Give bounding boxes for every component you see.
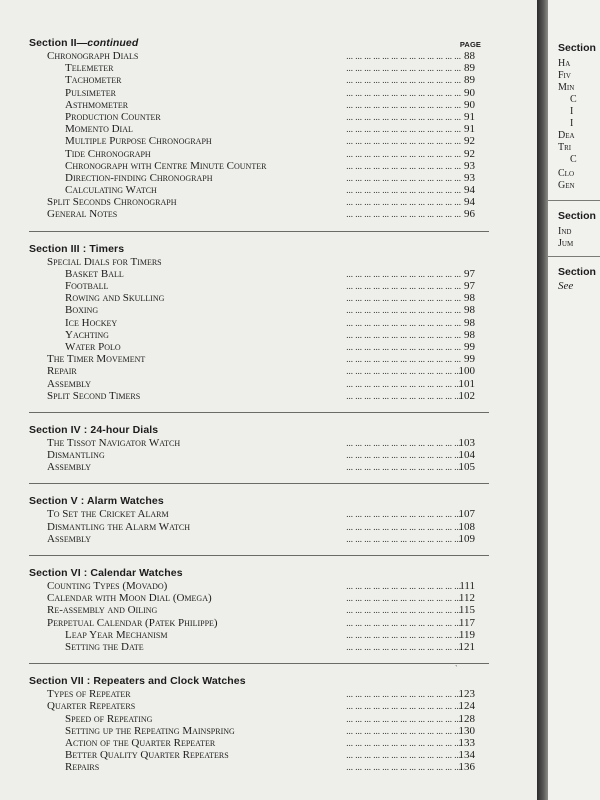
facing-page-fragment: I [570, 118, 574, 129]
facing-page-fragment: Clo [558, 168, 575, 179]
dot-leader: ... ... ... ... ... ... ... ... ... ... ... ... ... [346, 366, 461, 377]
dot-leader: ... ... ... ... ... ... ... ... ... ... ... ... ... [346, 521, 461, 532]
section-heading [29, 494, 489, 508]
toc-entry-page: 101 [458, 377, 475, 390]
toc-entry [29, 99, 489, 111]
section-divider [29, 483, 489, 484]
toc-entry-page: 88 [464, 50, 475, 62]
section-divider [29, 412, 489, 413]
dot-leader: ... ... ... ... ... ... ... ... ... ... ... ... ... [346, 762, 461, 773]
toc-entry-page: 104 [458, 449, 475, 462]
dot-leader: ... ... ... ... ... ... ... ... ... ... ... ... ... [346, 209, 461, 220]
toc-entry-page: 94 [464, 196, 475, 209]
toc-entry-label: Speed of Repeating [65, 712, 153, 725]
facing-page [548, 0, 600, 800]
toc-entry [29, 688, 489, 700]
toc-entry-label: Types of Repeater [47, 688, 131, 701]
toc-entry-label: To Set the Cricket Alarm [47, 508, 169, 521]
toc-entry [29, 437, 489, 449]
toc-entry-label: Re-assembly and Oiling [47, 604, 158, 617]
toc-entry-page: 94 [464, 184, 475, 197]
dot-leader: ... ... ... ... ... ... ... ... ... ... ... ... ... [346, 462, 461, 473]
toc-entry [29, 196, 489, 208]
toc-entry [29, 700, 489, 712]
toc-entry-page: 112 [458, 592, 475, 605]
facing-page-fragment: Min [558, 82, 575, 93]
dot-leader: ... ... ... ... ... ... ... ... ... ... ... ... ... [346, 160, 461, 171]
book-gutter [537, 0, 548, 800]
toc-entry-page: 91 [464, 110, 475, 123]
toc-entry-label: The Tissot Navigator Watch [47, 436, 181, 449]
toc-entry-label: Better Quality Quarter Repeaters [65, 749, 229, 762]
toc-entry-page: 123 [458, 688, 475, 701]
toc-entry [29, 304, 489, 316]
toc-entry-label: Action of the Quarter Repeater [65, 736, 216, 749]
dot-leader: ... ... ... ... ... ... ... ... ... ... ... ... ... [346, 641, 461, 652]
toc-entry [29, 87, 489, 99]
toc-entry-label: Tide Chronograph [65, 147, 151, 160]
page-column-label: PAGE [459, 40, 481, 49]
toc-entry [29, 533, 489, 545]
toc-entry-label: Leap Year Mechanism [65, 628, 168, 641]
toc-entry-label: Football [65, 280, 109, 292]
toc-entry-label: Counting Types (Movado) [47, 580, 168, 592]
toc-entry-page: 128 [458, 712, 475, 725]
toc-entry [29, 329, 489, 341]
section-heading [29, 36, 489, 50]
section-heading [29, 674, 489, 688]
toc-entry [29, 390, 489, 402]
dot-leader: ... ... ... ... ... ... ... ... ... ... ... ... ... [346, 533, 461, 544]
facing-page-fragment: Jum [558, 238, 574, 249]
facing-page-fragment: Fiv [558, 70, 571, 81]
facing-divider [548, 200, 600, 201]
toc-entry-page: 98 [464, 328, 475, 341]
facing-page-fragment: C [570, 94, 577, 105]
toc-entry-label: Assembly [47, 377, 92, 390]
toc-entry [29, 256, 489, 268]
toc-entry-label: Basket Ball [65, 267, 124, 280]
dot-leader: ... ... ... ... ... ... ... ... ... ... ... ... ... [346, 172, 461, 183]
toc-entry [29, 208, 489, 220]
toc-entry-label: Quarter Repeaters [47, 700, 136, 713]
toc-entry-label: Multiple Purpose Chronograph [65, 135, 212, 148]
toc-entry-page: 108 [458, 520, 475, 533]
toc-entry-page: 107 [458, 508, 475, 521]
dot-leader: ... ... ... ... ... ... ... ... ... ... ... ... ... [346, 51, 461, 61]
dot-leader: ... ... ... ... ... ... ... ... ... ... ... ... ... [346, 390, 461, 401]
toc-entry [29, 725, 489, 737]
toc-entry-page: 109 [458, 532, 475, 545]
toc-entry-page: 89 [464, 74, 475, 87]
dot-leader: ... ... ... ... ... ... ... ... ... ... ... ... ... [346, 197, 461, 208]
toc-entry [29, 111, 489, 123]
toc-section [29, 423, 489, 474]
toc-entry-page: 91 [464, 123, 475, 136]
dot-leader: ... ... ... ... ... ... ... ... ... ... ... ... ... [346, 317, 461, 328]
dot-leader: ... ... ... ... ... ... ... ... ... ... ... ... ... [346, 378, 461, 389]
dot-leader: ... ... ... ... ... ... ... ... ... ... ... ... ... [346, 713, 461, 724]
dot-leader: ... ... ... ... ... ... ... ... ... ... ... ... ... [346, 354, 461, 365]
toc-entry-label: Asthmometer [65, 98, 129, 111]
toc-section [29, 36, 489, 221]
facing-page-fragment: Section [558, 266, 596, 278]
dot-leader: ... ... ... ... ... ... ... ... ... ... ... ... ... [346, 689, 461, 700]
toc-entry [29, 461, 489, 473]
toc-entry-label: Boxing [65, 304, 99, 317]
toc-entry-page: 98 [464, 316, 475, 329]
toc-entry-label: The Timer Movement [47, 353, 146, 366]
toc-entry-page: 92 [464, 135, 475, 148]
toc-entry [29, 160, 489, 172]
toc-entry-label: Repairs [65, 761, 100, 774]
toc-entry-label: Telemeter [65, 62, 114, 75]
dot-leader: ... ... ... ... ... ... ... ... ... ... ... ... ... [346, 124, 461, 135]
toc-entry-page: 96 [464, 208, 475, 221]
dot-leader: ... ... ... ... ... ... ... ... ... ... ... ... ... [346, 281, 461, 291]
toc-entry [29, 629, 489, 641]
dot-leader: ... ... ... ... ... ... ... ... ... ... ... ... ... [346, 75, 461, 86]
toc-entry-label: Dismantling the Alarm Watch [47, 520, 191, 533]
facing-page-fragment: Section [558, 42, 596, 54]
toc-entry [29, 135, 489, 147]
toc-entry [29, 148, 489, 160]
toc-section [29, 242, 489, 402]
toc-entry [29, 592, 489, 604]
toc-entry [29, 617, 489, 629]
facing-divider [548, 256, 600, 257]
dot-leader: ... ... ... ... ... ... ... ... ... ... ... ... ... [346, 329, 461, 340]
toc-entry [29, 341, 489, 353]
toc-entry-label: Setting up the Repeating Mainspring [65, 724, 235, 737]
dot-leader: ... ... ... ... ... ... ... ... ... ... ... ... ... [346, 341, 461, 352]
toc-entry-page: 103 [458, 436, 475, 449]
toc-entry-label: Momento Dial [65, 123, 133, 136]
facing-page-fragment: I [570, 106, 574, 117]
section-heading [29, 566, 489, 580]
dot-leader: ... ... ... ... ... ... ... ... ... ... ... ... ... [346, 305, 461, 316]
facing-page-fragment: C [570, 154, 577, 165]
section-divider [29, 663, 489, 664]
section-title: Section V : Alarm Watches [29, 495, 164, 508]
toc-entry [29, 123, 489, 135]
toc-entry-label: Special Dials for Timers [47, 255, 162, 268]
dot-leader: ... ... ... ... ... ... ... ... ... ... ... ... ... [346, 136, 461, 147]
toc-entry-page: 97 [464, 267, 475, 280]
toc-entry-label: General Notes [47, 208, 118, 221]
section-title: Section III : Timers [29, 242, 125, 255]
toc-entry-label: Setting the Date [65, 640, 144, 653]
toc-entry [29, 737, 489, 749]
section-divider [29, 555, 489, 556]
toc-entry [29, 749, 489, 761]
dot-leader: ... ... ... ... ... ... ... ... ... ... ... ... ... [346, 593, 461, 604]
dot-leader: ... ... ... ... ... ... ... ... ... ... ... ... ... [346, 617, 461, 628]
table-of-contents [29, 36, 489, 783]
facing-page-fragment: Tri [558, 142, 572, 153]
toc-entry [29, 508, 489, 520]
toc-entry [29, 50, 489, 62]
toc-entry [29, 280, 489, 292]
section-title: Section II— [29, 37, 88, 49]
toc-entry-page: 90 [464, 98, 475, 111]
toc-entry-page: 93 [464, 159, 475, 172]
section-title: Section VII : Repeaters and Clock Watches [29, 675, 246, 688]
toc-entry-label: Assembly [47, 532, 92, 545]
toc-entry [29, 184, 489, 196]
toc-entry [29, 172, 489, 184]
toc-entry-page: 117 [458, 616, 475, 629]
toc-entry-page: 115 [458, 604, 475, 617]
toc-entry-label: Yachting [65, 328, 109, 341]
toc-entry [29, 353, 489, 365]
toc-entry-page: 130 [458, 724, 475, 737]
toc-entry-label: Tachometer [65, 74, 122, 87]
toc-entry-page: 99 [464, 340, 475, 353]
toc-section [29, 674, 489, 773]
dot-leader: ... ... ... ... ... ... ... ... ... ... ... ... ... [346, 750, 461, 761]
dot-leader: ... ... ... ... ... ... ... ... ... ... ... ... ... [346, 629, 461, 640]
toc-entry-page: 93 [464, 171, 475, 184]
toc-section [29, 566, 489, 653]
toc-entry-page: 119 [458, 628, 475, 641]
toc-entry-label: Calculating Watch [65, 184, 157, 197]
toc-entry-page: 97 [464, 280, 475, 292]
dot-leader: ... ... ... ... ... ... ... ... ... ... ... ... ... [346, 725, 461, 736]
dot-leader: ... ... ... ... ... ... ... ... ... ... ... ... ... [346, 111, 461, 122]
toc-section [29, 494, 489, 545]
dot-leader: ... ... ... ... ... ... ... ... ... ... ... ... ... [346, 701, 461, 712]
toc-entry-label: Split Seconds Chronograph [47, 196, 177, 209]
toc-entry-label: Pulsimeter [65, 86, 117, 99]
toc-entry [29, 378, 489, 390]
dot-leader: ... ... ... ... ... ... ... ... ... ... ... ... ... [346, 605, 461, 616]
toc-entry [29, 317, 489, 329]
toc-entry [29, 365, 489, 377]
section-divider [29, 231, 489, 232]
toc-entry-label: Repair [47, 365, 77, 378]
dot-leader: ... ... ... ... ... ... ... ... ... ... ... ... ... [346, 185, 461, 196]
section-heading [29, 242, 489, 256]
dot-leader: ... ... ... ... ... ... ... ... ... ... ... ... ... [346, 737, 461, 748]
toc-entry-label: Ice Hockey [65, 316, 118, 329]
toc-entry [29, 641, 489, 653]
dot-leader: ... ... ... ... ... ... ... ... ... ... ... ... ... [346, 293, 461, 304]
toc-entry-label: Assembly [47, 461, 92, 474]
toc-entry-page: 98 [464, 292, 475, 305]
toc-entry [29, 604, 489, 616]
facing-page-fragment: Section [558, 210, 596, 222]
facing-page-fragment: See [558, 280, 574, 292]
toc-entry [29, 521, 489, 533]
toc-entry-label: Chronograph with Centre Minute Counter [65, 159, 267, 172]
dot-leader: ... ... ... ... ... ... ... ... ... ... ... ... ... [346, 99, 461, 110]
toc-entry-label: Perpetual Calendar (Patek Philippe) [47, 616, 218, 629]
toc-entry [29, 74, 489, 86]
toc-entry-page: 92 [464, 147, 475, 160]
toc-entry-page: 98 [464, 304, 475, 317]
toc-entry-label: Dismantling [47, 449, 105, 462]
toc-entry-page: 99 [464, 353, 475, 366]
toc-entry-page: 124 [458, 700, 475, 713]
dot-leader: ... ... ... ... ... ... ... ... ... ... ... ... ... [346, 581, 461, 591]
toc-entry-page: 111 [459, 580, 475, 592]
dot-leader: ... ... ... ... ... ... ... ... ... ... ... ... ... [346, 450, 461, 461]
toc-entry-label: Rowing and Skulling [65, 292, 165, 305]
toc-entry [29, 292, 489, 304]
toc-entry [29, 268, 489, 280]
dot-leader: ... ... ... ... ... ... ... ... ... ... ... ... ... [346, 63, 461, 74]
toc-entry-label: Calendar with Moon Dial (Omega) [47, 592, 212, 605]
facing-page-fragment: Ind [558, 226, 572, 237]
section-heading [29, 423, 489, 437]
toc-entry-page: 134 [458, 749, 475, 762]
stray-mark: ` [455, 664, 458, 673]
dot-leader: ... ... ... ... ... ... ... ... ... ... ... ... ... [346, 87, 461, 98]
toc-entry-page: 121 [458, 640, 475, 653]
toc-entry-label: Split Second Timers [47, 389, 141, 402]
toc-entry-page: 89 [464, 62, 475, 75]
toc-entry-label: Direction-finding Chronograph [65, 171, 213, 184]
toc-entry-page: 100 [458, 365, 475, 378]
toc-entry-label: Production Counter [65, 110, 161, 123]
dot-leader: ... ... ... ... ... ... ... ... ... ... ... ... ... [346, 148, 461, 159]
facing-page-fragment: Gen [558, 180, 575, 191]
section-title-continued: continued [87, 37, 139, 49]
toc-entry-label: Chronograph Dials [47, 50, 139, 62]
toc-entry-page: 90 [464, 86, 475, 99]
toc-entry-page: 102 [458, 389, 475, 402]
facing-page-fragment: Dea [558, 130, 575, 141]
section-title: Section IV : 24-hour Dials [29, 423, 159, 436]
toc-entry [29, 62, 489, 74]
toc-entry-page: 133 [458, 736, 475, 749]
section-title: Section VI : Calendar Watches [29, 567, 183, 579]
dot-leader: ... ... ... ... ... ... ... ... ... ... ... ... ... [346, 268, 461, 279]
dot-leader: ... ... ... ... ... ... ... ... ... ... ... ... ... [346, 437, 461, 448]
toc-entry [29, 761, 489, 773]
toc-entry [29, 580, 489, 592]
toc-entry-page: 136 [458, 761, 475, 774]
facing-page-fragment: Ha [558, 58, 571, 69]
toc-entry [29, 449, 489, 461]
dot-leader: ... ... ... ... ... ... ... ... ... ... ... ... ... [346, 509, 461, 520]
toc-entry-label: Water Polo [65, 340, 121, 353]
toc-entry-page: 105 [458, 461, 475, 474]
toc-entry [29, 713, 489, 725]
